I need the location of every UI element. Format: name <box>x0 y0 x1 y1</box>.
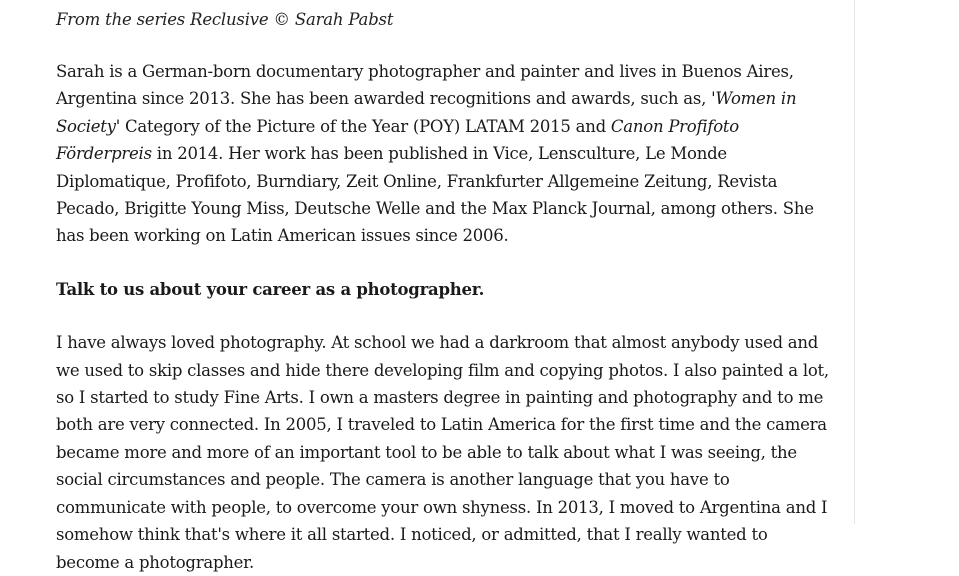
award-canon-profifoto: Canon Profifoto Förderpreis <box>56 116 739 164</box>
interview-question: Talk to us about your career as a photographer. <box>56 279 485 299</box>
sidebar-divider <box>854 0 855 524</box>
article-body <box>56 0 831 576</box>
bio-text-1: Sarah is a German-born documentary photographer and painter and lives in Buenos Aires, Argentina since 2013. She has been awarded recognitions and awards, such as, <box>56 62 794 109</box>
bio-text-2: Category of the Picture of the Year (POY) LATAM 2015 and <box>120 116 611 136</box>
award-women-in-society: 'Women in Society' <box>56 89 797 136</box>
bio-text-3: in 2014. Her work has been published in Vice, Lensculture, Le Monde Diplomatique, Profifoto, Burndiary, Zeit Online, Frankfurter Allgemeine Zeitung, Revista Pecado, Brigitte Young Miss, Deutsche Welle and the Max Planck Journal, among others. She has been working on Latin American issues since 2006. <box>56 144 814 246</box>
interview-answer: I have always loved photography. At school we had a darkroom that almost anybody used and we used to skip classes and hide there developing film and copying photos. I also painted a lot, so I started to study Fine Arts. I own a masters degree in painting and photography and to me both are very connected. In 2005, I traveled to Latin America for the first time and the camera became more and more of an important tool to be able to talk about what I was seeing, the social circumstances and people. The camera is another language that you have to communicate with people, to overcome your own shyness. In 2013, I moved to Argentina and I somehow think that's where it all started. I noticed, or admitted, that I really wanted to become a photographer. <box>56 333 829 572</box>
bio-paragraph <box>56 58 831 250</box>
image-caption: From the series Reclusive © Sarah Pabst <box>56 10 394 29</box>
